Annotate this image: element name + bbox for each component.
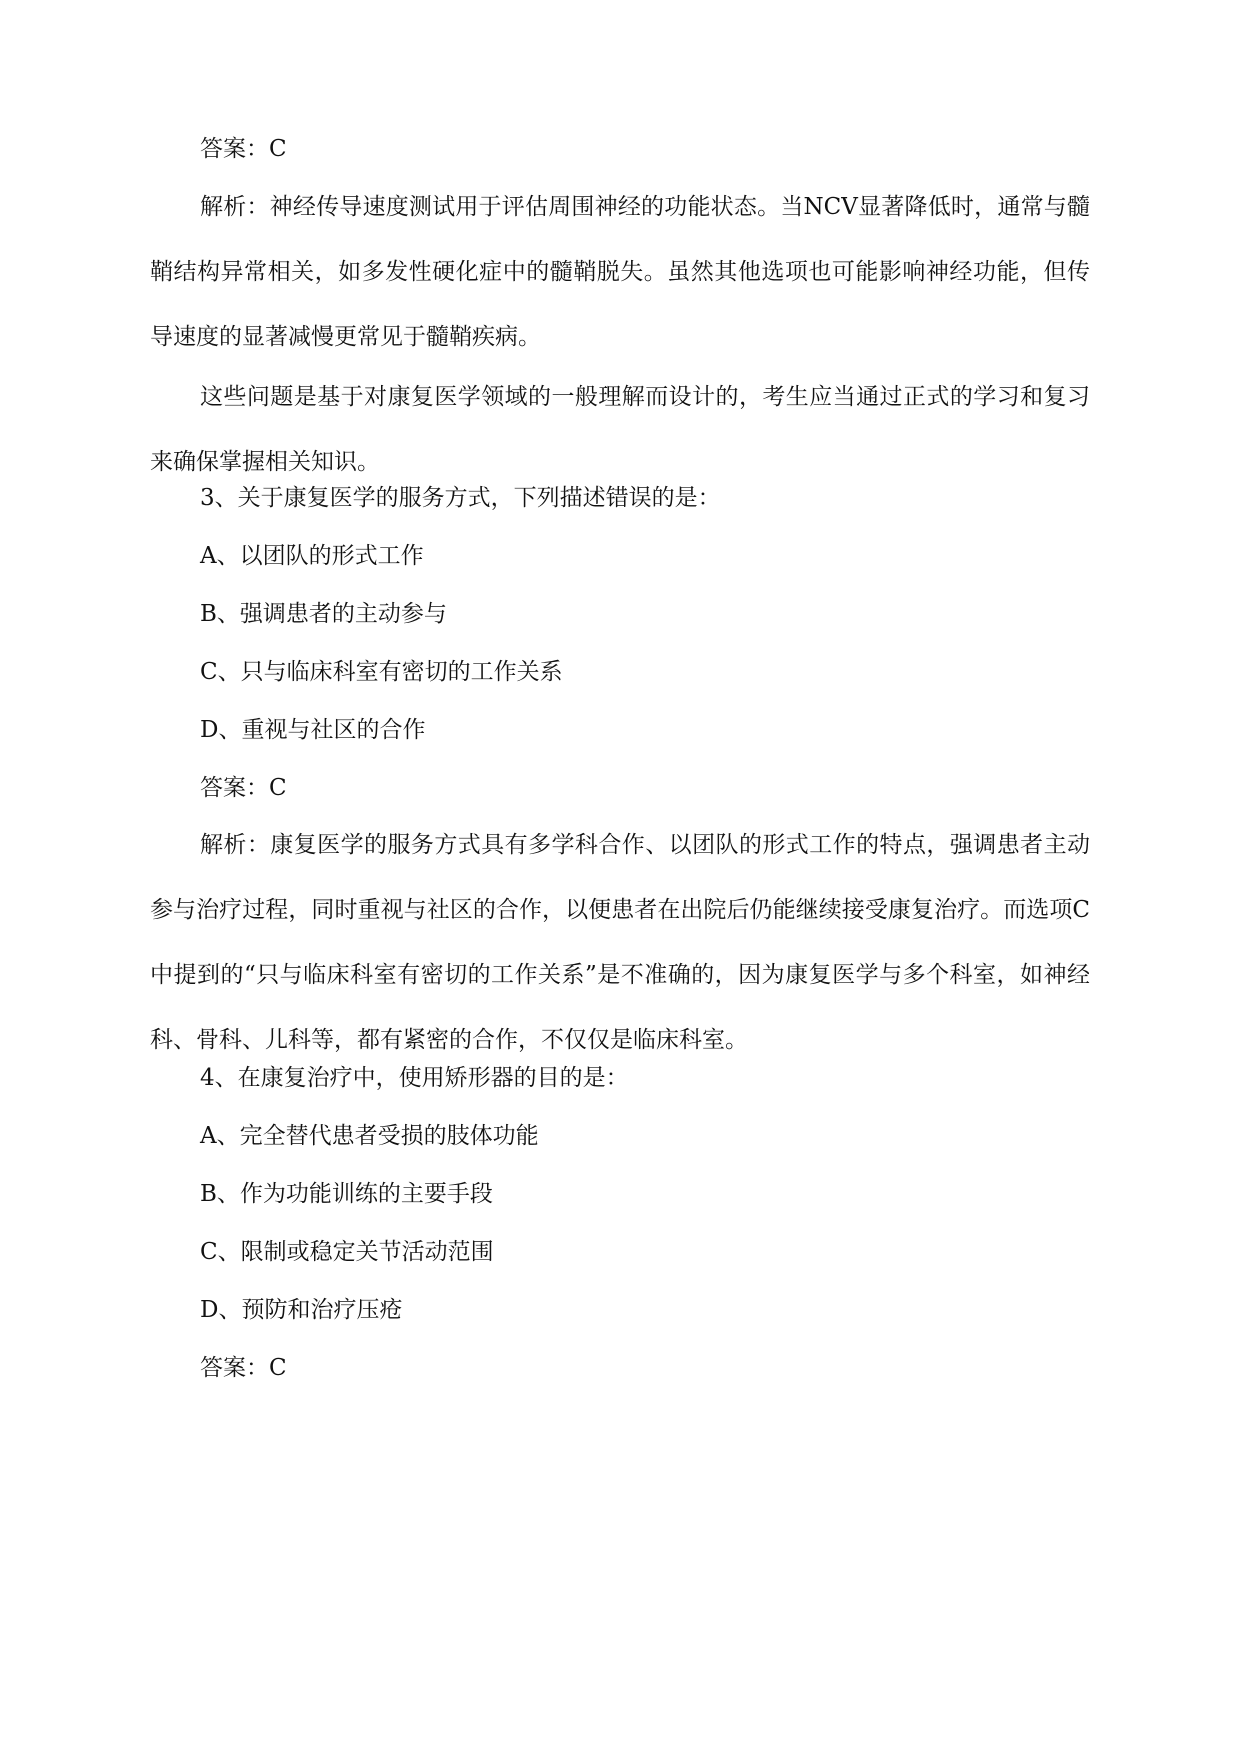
answer-q2: 答案：C — [200, 136, 287, 162]
question-4-option-a: A、完全替代患者受损的肢体功能 — [200, 1123, 539, 1149]
question-3: 3、关于康复医学的服务方式，下列描述错误的是： — [200, 485, 721, 511]
question-4-option-d: D、预防和治疗压疮 — [200, 1297, 403, 1323]
answer-q4: 答案：C — [200, 1355, 287, 1381]
question-3-option-a: A、以团队的形式工作 — [200, 543, 424, 569]
question-4: 4、在康复治疗中，使用矫形器的目的是： — [200, 1065, 629, 1091]
explanation-q3: 解析：康复医学的服务方式具有多学科合作、以团队的形式工作的特点，强调患者主动参与治疗过程，同时重视与社区的合作，以便患者在出院后仍能继续接受康复治疗。而选项C中提到的“只与临床科室有密切的工作关系”是不准确的，因为康复医学与多个科室，如神经科、骨科、儿科等，都有紧密的合作，不仅仅是临床科室。 — [150, 832, 1090, 1053]
question-3-option-b: B、强调患者的主动参与 — [200, 601, 447, 627]
question-3-option-c: C、只与临床科室有密切的工作关系 — [200, 659, 563, 685]
question-3-option-d: D、重视与社区的合作 — [200, 717, 426, 743]
question-4-option-b: B、作为功能训练的主要手段 — [200, 1181, 493, 1207]
question-4-option-c: C、限制或稳定关节活动范围 — [200, 1239, 494, 1265]
explanation-q2: 解析：神经传导速度测试用于评估周围神经的功能状态。当NCV显著降低时，通常与髓鞘结构异常相关，如多发性硬化症中的髓鞘脱失。虽然其他选项也可能影响神经功能，但传导速度的显著减慢更常见于髓鞘疾病。 — [150, 194, 1090, 350]
closing-note: 这些问题是基于对康复医学领域的一般理解而设计的，考生应当通过正式的学习和复习来确保掌握相关知识。 — [150, 384, 1090, 475]
answer-q3: 答案：C — [200, 775, 287, 801]
